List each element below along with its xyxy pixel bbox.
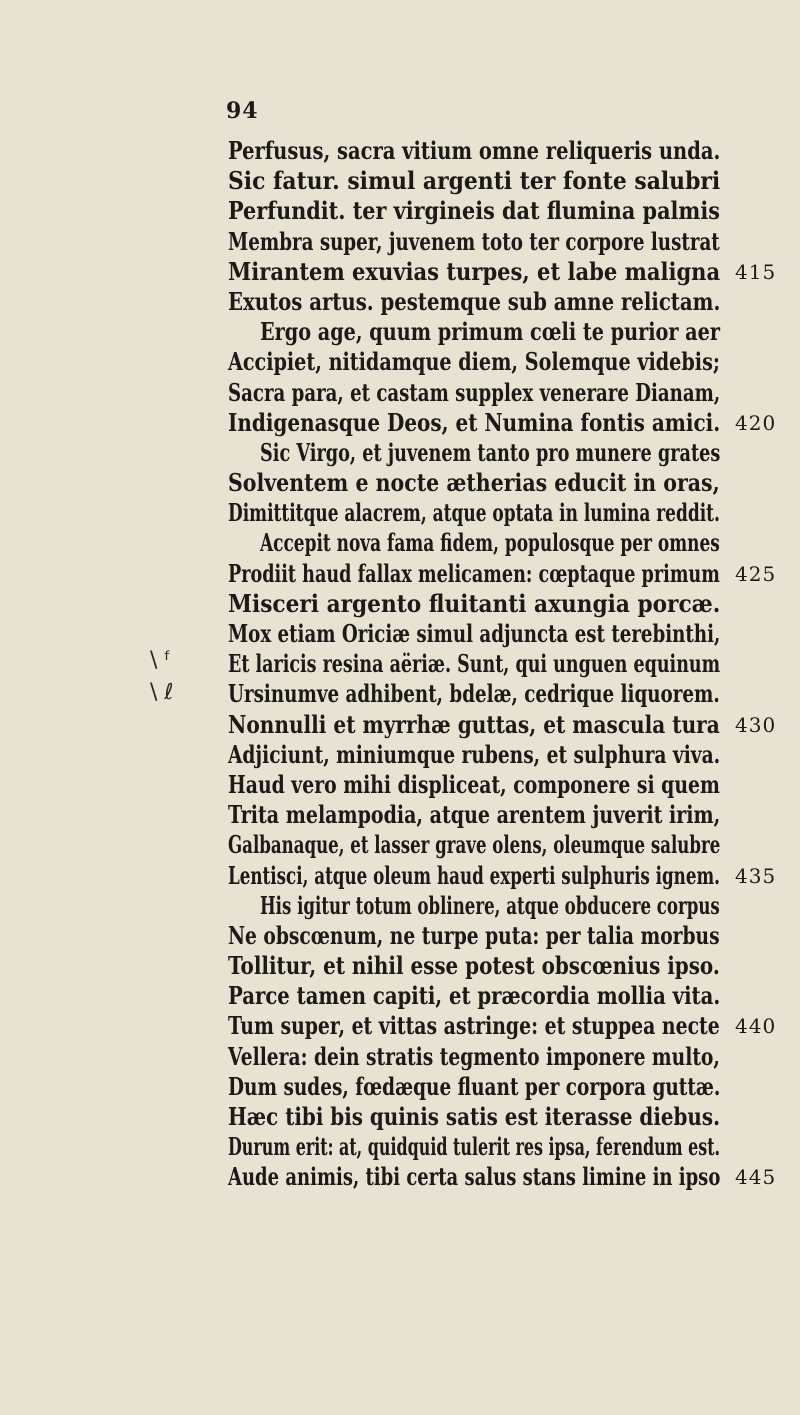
verse-line — [0, 378, 800, 408]
line-number: 435 — [735, 863, 777, 888]
verse-text: Lentisci, atque oleum haud experti sulphuris ignem. — [228, 860, 721, 890]
verse-text: Haud vero mihi displiceat, componere si quem — [228, 769, 720, 799]
verse-text: Indigenasque Deos, et Numina fontis amici. — [228, 407, 721, 437]
line-number: 445 — [735, 1165, 777, 1190]
verse-text: Membra super, juvenem toto ter corpore lustrat — [228, 226, 720, 256]
verse-text: Accipiet, nitidamque diem, Solemque videbis; — [228, 347, 720, 377]
verse-line — [0, 1102, 800, 1132]
verse-line — [0, 196, 800, 226]
verse-text: Adjiciunt, miniumque rubens, et sulphura viva. — [228, 739, 721, 769]
verse-text: Ergo age, quum primum cœli te purior aer — [260, 317, 721, 347]
verse-line — [0, 287, 800, 317]
verse-text: Accepit nova fama fidem, populosque per omnes — [260, 528, 720, 558]
verse-line — [0, 166, 800, 196]
verse-text: Aude animis, tibi certa salus stans limine in ipso — [228, 1162, 721, 1192]
verse-text: Parce tamen capiti, et præcordia mollia vita. — [228, 981, 721, 1011]
margin-pencil-mark: \ ℓ — [150, 680, 174, 705]
verse-line — [0, 619, 800, 649]
line-number: 440 — [735, 1014, 777, 1039]
verse-text: His igitur totum oblinere, atque obducere corpus — [260, 890, 720, 920]
verse-text: Sic Virgo, et juvenem tanto pro munere grates — [260, 437, 721, 467]
line-number: 420 — [735, 410, 777, 435]
verse-line — [0, 1072, 800, 1102]
verse-text: Ursinumve adhibent, bdelæ, cedrique liquorem. — [228, 679, 720, 709]
verse-text: Dimittitque alacrem, atque optata in lumina reddit. — [228, 498, 720, 528]
line-number: 425 — [735, 561, 777, 586]
verse-text: Solventem e nocte ætherias educit in oras, — [228, 468, 720, 498]
verse-text: Sacra para, et castam supplex venerare Dianam, — [228, 377, 721, 407]
verse-line — [0, 1011, 800, 1041]
verse-line — [0, 1042, 800, 1072]
verse-line — [0, 257, 800, 287]
margin-pencil-mark: \ ᶠ — [150, 648, 171, 673]
verse-line — [0, 1132, 800, 1162]
verse-line — [0, 317, 800, 347]
verse-text: Misceri argento fluitanti axungia porcæ. — [228, 588, 721, 618]
verse-line — [0, 830, 800, 860]
verse-text: Et laricis resina aëriæ. Sunt, qui unguen equinum — [228, 649, 721, 679]
verse-line — [0, 740, 800, 770]
verse-line — [0, 710, 800, 740]
verse-text: Durum erit: at, quidquid tulerit res ipsa, ferendum est. — [228, 1132, 721, 1162]
page-number: 94 — [226, 98, 259, 124]
verse-line — [0, 800, 800, 830]
verse-line — [0, 559, 800, 589]
verse-line — [0, 981, 800, 1011]
verse-text: Tum super, et vittas astringe: et stuppea necte — [228, 1011, 720, 1041]
verse-line — [0, 408, 800, 438]
verse-line — [0, 347, 800, 377]
verse-line — [0, 861, 800, 891]
verse-line — [0, 468, 800, 498]
line-number: 430 — [735, 712, 777, 737]
verse-text: Mirantem exuvias turpes, et labe maligna — [228, 256, 721, 286]
verse-text: Hæc tibi bis quinis satis est iterasse diebus. — [228, 1102, 720, 1131]
verse-text: Exutos artus. pestemque sub amne relictam. — [228, 286, 721, 316]
verse-block — [0, 136, 800, 1193]
verse-text: Trita melampodia, atque arentem juverit irim, — [228, 800, 721, 830]
verse-line — [0, 136, 800, 166]
verse-line — [0, 921, 800, 951]
verse-line — [0, 227, 800, 257]
verse-text: Galbanaque, et lasser grave olens, oleumque salubre — [228, 830, 721, 860]
verse-text: Vellera: dein stratis tegmento imponere multo, — [228, 1041, 720, 1071]
verse-line — [0, 498, 800, 528]
verse-line — [0, 1162, 800, 1192]
verse-text: Nonnulli et myrrhæ guttas, et mascula tura — [228, 709, 720, 739]
verse-text: Sic fatur. simul argenti ter fonte salubri — [228, 166, 721, 196]
verse-line — [0, 589, 800, 619]
verse-line — [0, 438, 800, 468]
verse-text: Perfusus, sacra vitium omne reliqueris unda. — [228, 136, 721, 165]
verse-line — [0, 770, 800, 800]
verse-line — [0, 649, 800, 679]
verse-text: Ne obscœnum, ne turpe puta: per talia morbus — [228, 920, 720, 950]
verse-line — [0, 679, 800, 709]
verse-text: Dum sudes, fœdæque fluant per corpora guttæ. — [228, 1071, 721, 1101]
verse-line — [0, 951, 800, 981]
verse-text: Prodiit haud fallax melicamen: cœptaque primum — [228, 558, 720, 588]
verse-text: Mox etiam Oriciæ simul adjuncta est terebinthi, — [228, 619, 721, 648]
verse-line — [0, 891, 800, 921]
line-number: 415 — [735, 259, 777, 284]
verse-text: Perfundit. ter virgineis dat flumina palmis — [228, 196, 720, 226]
verse-text: Tollitur, et nihil esse potest obscœnius ipso. — [228, 951, 720, 981]
verse-line — [0, 528, 800, 558]
